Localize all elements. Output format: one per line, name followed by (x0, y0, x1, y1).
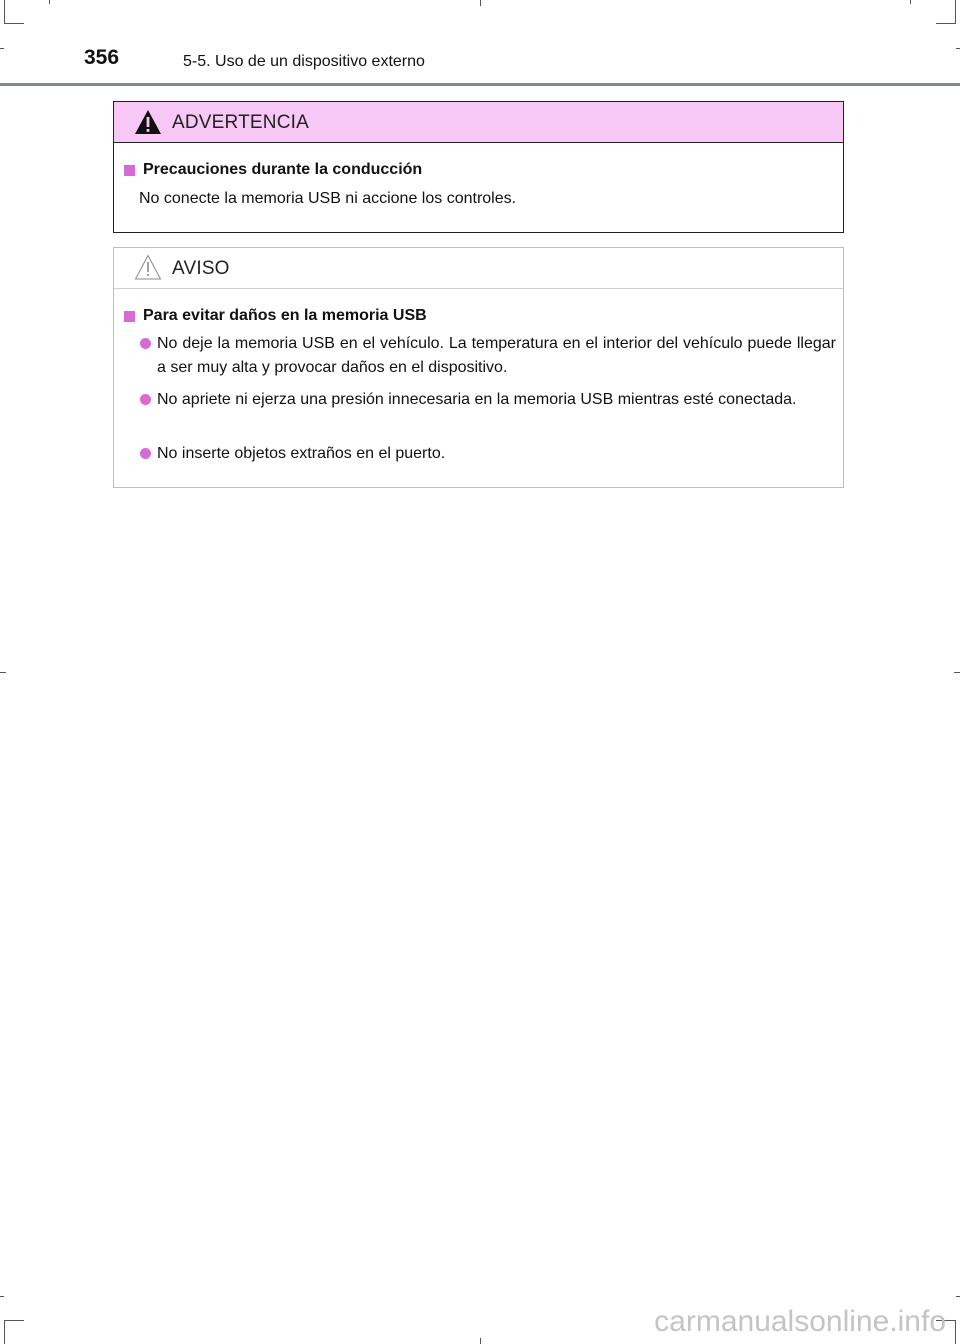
notice-box-header (114, 248, 843, 289)
watermark: carmanualsonline.info (654, 1305, 946, 1338)
warning-triangle-icon (134, 109, 162, 135)
warning-subheading-text: Precauciones durante la conducción (143, 161, 423, 178)
round-bullet-icon (140, 394, 151, 405)
notice-subheading-text: Para evitar daños en la memoria USB (143, 307, 427, 324)
header-rule (0, 83, 960, 86)
square-bullet-icon (124, 165, 135, 176)
list-item (140, 388, 836, 412)
list-item (140, 332, 836, 380)
warning-box-title: ADVERTENCIA (172, 112, 309, 133)
round-bullet-icon (140, 448, 151, 459)
list-item-text: No inserte objetos extraños en el puerto. (157, 445, 446, 462)
warning-text: No conecte la memoria USB ni accione los controles. (139, 190, 517, 207)
section-title: 5-5. Uso de un dispositivo externo (183, 53, 425, 70)
notice-box-title: AVISO (172, 258, 230, 279)
notice-box (113, 247, 844, 488)
warning-box-header (114, 102, 843, 143)
list-item (140, 442, 836, 466)
round-bullet-icon (140, 338, 151, 349)
square-bullet-icon (124, 311, 135, 322)
warning-subheading (124, 161, 422, 179)
list-item-text: No apriete ni ejerza una presión innecesaria en la memoria USB mientras esté conectada. (157, 391, 797, 408)
caution-triangle-outline-icon (134, 254, 162, 280)
page-number: 356 (84, 46, 120, 69)
notice-subheading (124, 307, 427, 325)
warning-box (113, 101, 844, 233)
list-item-text: No deje la memoria USB en el vehículo. La temperatura en el interior del vehículo puede llegar a ser muy alta y provocar daños en el dispositivo. (157, 335, 836, 376)
